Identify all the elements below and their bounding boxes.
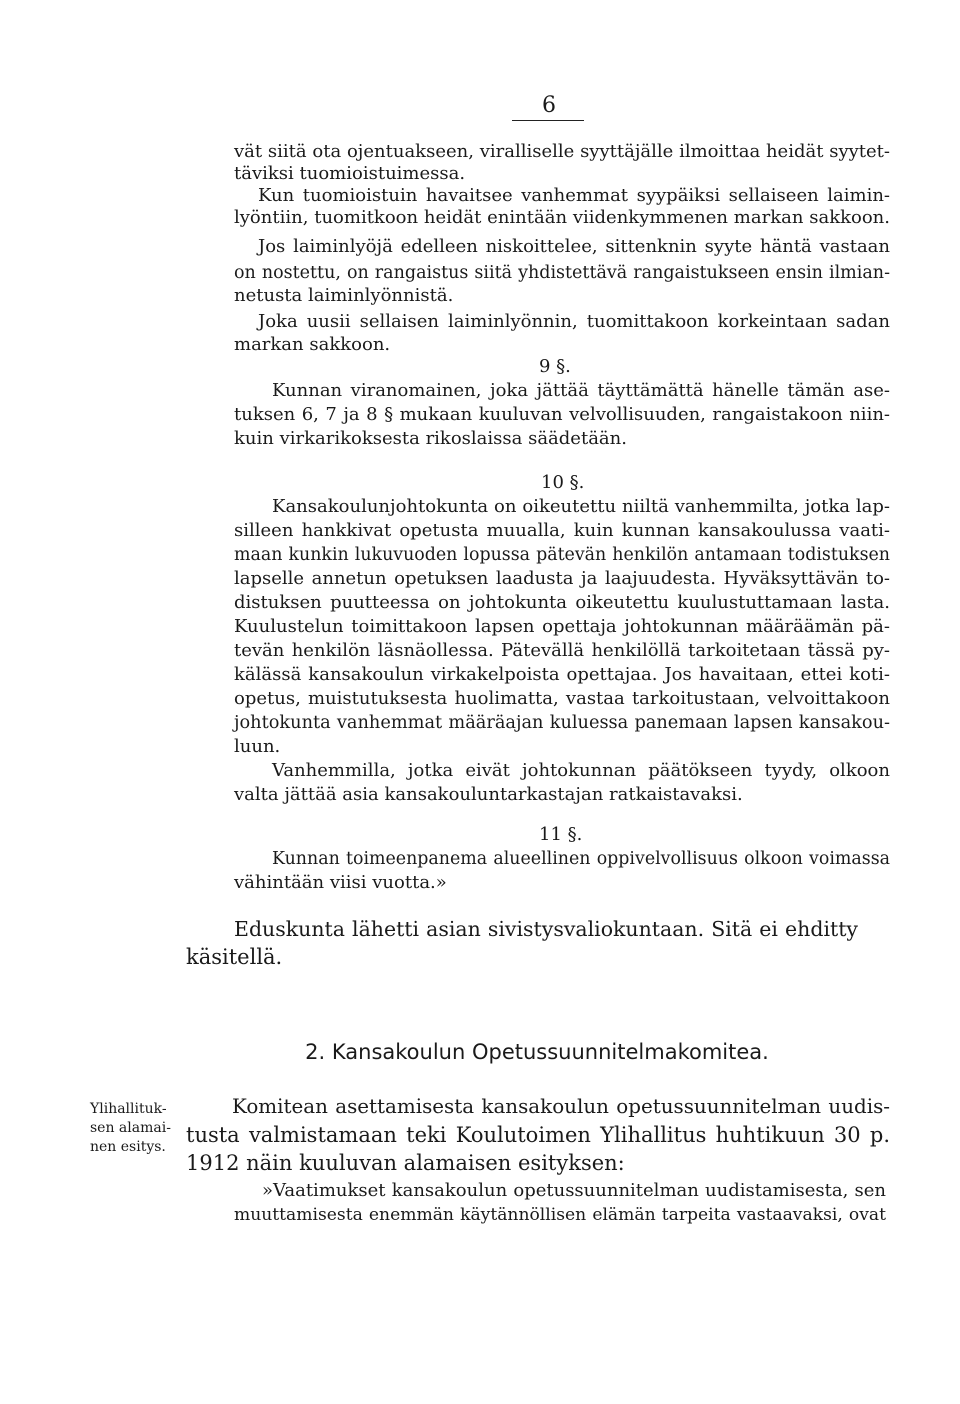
text-line: luun. bbox=[234, 736, 281, 757]
section-9-number: 9 §. bbox=[539, 356, 571, 377]
margin-note bbox=[90, 1100, 190, 1157]
text-line: Kansakoulunjohtokunta on oikeutettu niiltä vanhemmilta, jotka lap- bbox=[272, 496, 890, 517]
text-line: lapselle annetun opetuksen laadusta ja laajuudesta. Hyväksyttävän to- bbox=[234, 568, 890, 589]
text-line: käsitellä. bbox=[186, 945, 283, 969]
text-line: tevän henkilön läsnäollessa. Pätevällä henkilöllä tarkoitetaan tässä py- bbox=[234, 640, 890, 661]
text-line: on nostettu, on rangaistus siitä yhdistettävä rangaistukseen ensin ilmian- bbox=[234, 263, 890, 283]
text-line: vähintään viisi vuotta.» bbox=[234, 872, 447, 893]
text-line: Kuulustelun toimittakoon lapsen opettaja johtokunnan määräämän pä- bbox=[234, 616, 890, 637]
margin-note-line: Ylihallituk- bbox=[90, 1101, 167, 1117]
text-line: markan sakkoon. bbox=[234, 334, 391, 355]
text-line: Vanhemmilla, jotka eivät johtokunnan päätökseen tyydy, olkoon bbox=[272, 760, 890, 781]
text-line: kälässä kansakoulun virkakelpoista opettajaa. Jos havaitaan, ettei koti- bbox=[234, 664, 890, 685]
text-line: tuksen 6, 7 ja 8 § mukaan kuuluvan velvollisuuden, rangaistakoon niin- bbox=[234, 404, 890, 425]
page-number: 6 bbox=[542, 93, 556, 118]
text-line: netusta laiminlyönnistä. bbox=[234, 285, 454, 306]
text-line: Eduskunta lähetti asian sivistysvaliokuntaan. Sitä ei ehditty bbox=[234, 917, 858, 941]
section-11-number: 11 §. bbox=[539, 824, 583, 845]
section-heading: 2. Kansakoulun Opetussuunnitelmakomitea. bbox=[305, 1040, 769, 1064]
text-line: lyöntiin, tuomitkoon heidät enintään viidenkymmenen markan sakkoon. bbox=[234, 207, 890, 228]
text-line: Kunnan toimeenpanema alueellinen oppivelvollisuus olkoon voimassa bbox=[272, 849, 890, 869]
margin-note-line: sen alamai- bbox=[90, 1120, 171, 1136]
text-line: johtokunta vanhemmat määräajan kuluessa panemaan lapsen kansakou- bbox=[234, 713, 890, 733]
page-number-rule bbox=[512, 120, 584, 121]
text-line: tusta valmistamaan teki Koulutoimen Ylihallitus huhtikuun 30 p. bbox=[186, 1123, 890, 1147]
text-line: valta jättää asia kansakouluntarkastajan ratkaistavaksi. bbox=[234, 784, 743, 805]
text-line: distuksen puutteessa on johtokunta oikeutettu kuulustuttamaan lasta. bbox=[234, 592, 890, 613]
text-line: muuttamisesta enemmän käytännöllisen elämän tarpeita vastaavaksi, ovat bbox=[234, 1205, 886, 1225]
text-line: opetus, muistutuksesta huolimatta, vastaa tarkoitustaan, velvoittakoon bbox=[234, 688, 890, 709]
text-line: silleen hankkivat opetusta muualla, kuin kunnan kansakoulussa vaati- bbox=[234, 520, 890, 541]
margin-note-line: nen esitys. bbox=[90, 1139, 166, 1155]
text-line: »Vaatimukset kansakoulun opetussuunnitelman uudistamisesta, sen bbox=[262, 1180, 886, 1201]
section-10-number: 10 §. bbox=[541, 472, 585, 493]
text-line: Jos laiminlyöjä edelleen niskoittelee, sittenknin syyte häntä vastaan bbox=[258, 236, 890, 257]
text-line: 1912 näin kuuluvan alamaisen esityksen: bbox=[186, 1151, 625, 1175]
text-line: Kun tuomioistuin havaitsee vanhemmat syypäiksi sellaiseen laimin- bbox=[258, 185, 890, 206]
text-line: maan kunkin lukuvuoden lopussa pätevän henkilön antamaan todistuksen bbox=[234, 545, 890, 565]
text-line: Komitean asettamisesta kansakoulun opetussuunnitelman uudis- bbox=[232, 1095, 890, 1118]
text-line: vät siitä ota ojentuakseen, viralliselle syyttäjälle ilmoittaa heidät syytet- bbox=[234, 141, 890, 162]
text-line: Kunnan viranomainen, joka jättää täyttämättä hänelle tämän ase- bbox=[272, 380, 890, 401]
text-line: kuin virkarikoksesta rikoslaissa säädetään. bbox=[234, 428, 627, 449]
text-line: Joka uusii sellaisen laiminlyönnin, tuomittakoon korkeintaan sadan bbox=[258, 311, 890, 332]
text-line: täviksi tuomioistuimessa. bbox=[234, 163, 466, 184]
